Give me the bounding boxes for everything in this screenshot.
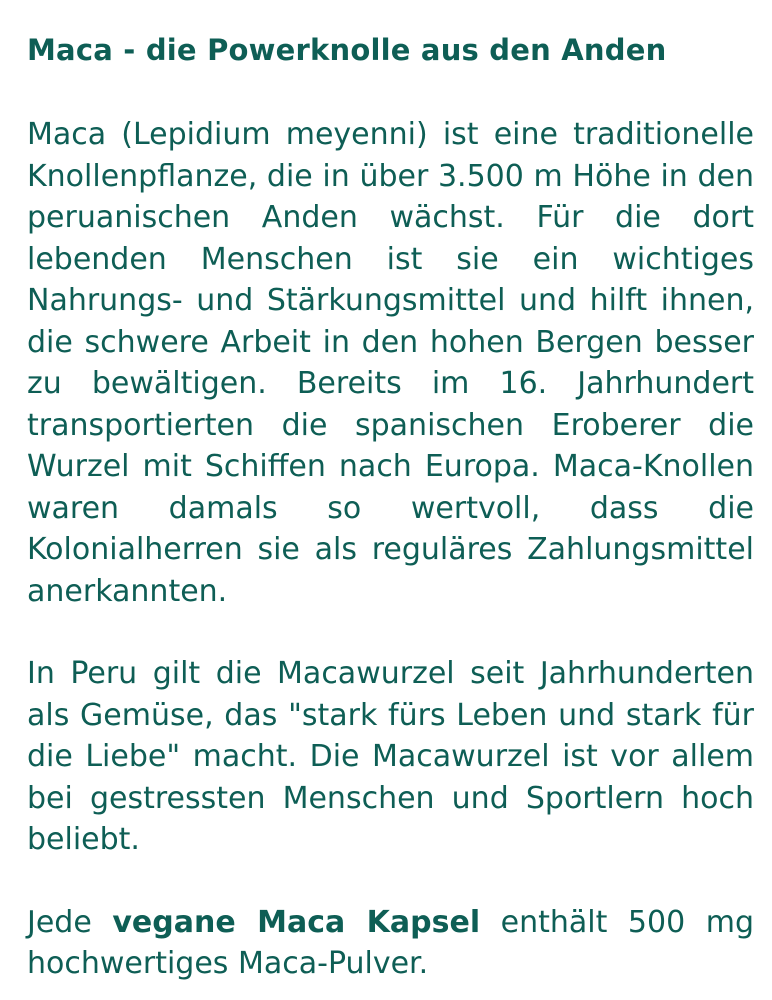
capsule-emphasis: vegane Maca Kapsel (112, 904, 481, 940)
paragraph-peru: In Peru gilt die Macawurzel seit Jahrhunderten als Gemüse, das "stark fürs Leben und stark für die Liebe" macht. Die Macawurzel ist vor allem bei gestressten Menschen und Sportlern hoch beliebt. (27, 656, 754, 857)
document-title: Maca - die Powerknolle aus den Anden (27, 33, 667, 67)
paragraph-intro: Maca (Lepidium meyenni) ist eine traditionelle Knollenpflanze, die in über 3.500 m Höhe in den peruanischen Anden wächst. Für die dort lebenden Menschen ist sie ein wichtiges Nahrungs- und Stärkungsmittel und hilft ihnen, die schwere Arbeit in den hohen Bergen besser zu bewältigen. Bereits im 16. Jahrhundert transportierten die spanischen Eroberer die Wurzel mit Schiffen nach Europa. Maca-Knollen waren damals so wertvoll, dass die Kolonialherren sie als reguläres Zahlungsmittel anerkannten. (27, 117, 754, 609)
paragraph-capsule-suffix: enthält 500 mg hochwertiges Maca-Pulver. (27, 904, 754, 981)
paragraph-capsule-prefix: Jede (27, 904, 113, 940)
paragraph-capsule (27, 902, 754, 985)
